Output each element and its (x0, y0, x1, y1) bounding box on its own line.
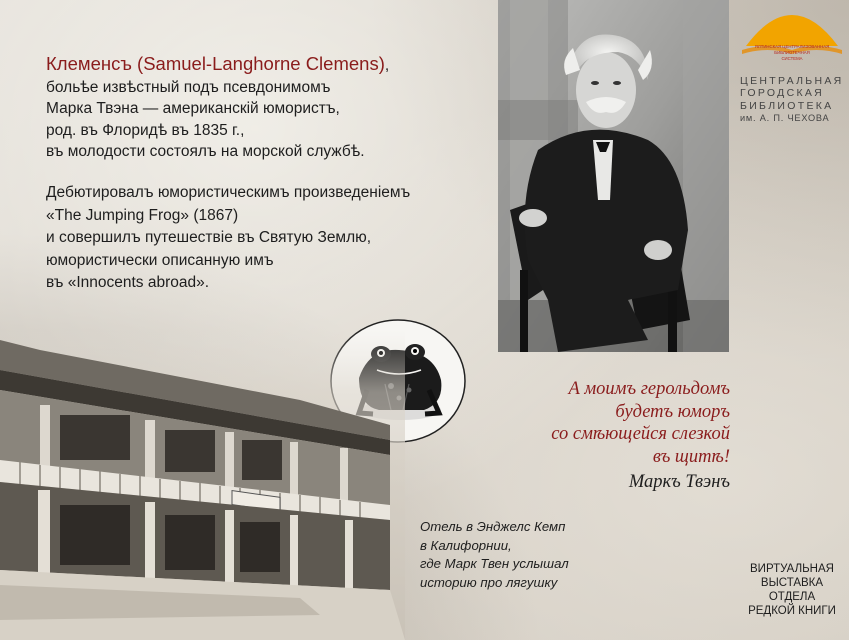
bio-line: и совершилъ путешествіе въ Святую Землю, (46, 229, 372, 246)
library-subtitle: им. А. П. ЧЕХОВА (740, 113, 830, 124)
quote-line: въ щитѣ! (652, 446, 730, 467)
name-comma: , (384, 57, 390, 74)
exhibit-label (740, 562, 844, 618)
logo-text-line: ЯЛТИНСКАЯ ЦЕНТРАЛИЗОВАННАЯ (754, 44, 830, 49)
intro-line: Марка Твэна — американскій юмористъ, (46, 100, 340, 117)
caption-line: в Калифорнии, (420, 537, 512, 553)
library-line: БИБЛИОТЕКА (740, 99, 834, 112)
intro-line: въ молодости состоялъ на морской службѣ. (46, 143, 365, 160)
library-logo (738, 4, 846, 64)
library-name (740, 75, 846, 125)
logo-text-line: БИБЛИОТЕЧНАЯ (774, 50, 810, 55)
portrait-photo (498, 0, 729, 352)
quote (480, 378, 730, 468)
exhibit-line: ОТДЕЛА (768, 591, 816, 603)
biography-paragraph (46, 182, 486, 295)
quote-line: будетъ юморъ (615, 401, 730, 422)
intro-line: больѣе извѣстный подъ псевдонимомъ (46, 78, 331, 96)
caption-line: Отель в Энджелс Кемп (420, 519, 566, 534)
hotel-photo (0, 330, 405, 640)
caption-line: где Марк Твен услышал (420, 556, 569, 571)
intro-paragraph (46, 52, 486, 163)
quote-line: А моимъ герольдомъ (568, 379, 730, 399)
bio-line: «The Jumping Frog» (1867) (46, 206, 239, 224)
exhibit-line: ВЫСТАВКА (760, 577, 824, 589)
bio-line: юмористически описанную имъ (46, 251, 274, 269)
library-line: ЦЕНТРАЛЬНАЯ (740, 75, 844, 87)
quote-author: Маркъ Твэнъ (628, 472, 730, 492)
caption-line: историю про лягушку (420, 574, 558, 590)
bio-line: Дебютировалъ юмористическимъ произведеніемъ (46, 184, 411, 201)
quote-line: со смѣющейся слезкой (551, 424, 730, 444)
subject-name: Клеменсъ (Samuel-Langhorne Clemens) (46, 53, 385, 74)
photo-caption (420, 518, 620, 592)
exhibit-line: ВИРТУАЛЬНАЯ (750, 563, 834, 575)
bio-line: въ «Innocents abroad». (46, 274, 210, 291)
intro-line: род. въ Флоридѣ въ 1835 г., (46, 121, 245, 139)
library-line: ГОРОДСКАЯ (740, 87, 825, 100)
logo-text-line: СИСТЕМА (781, 56, 803, 61)
exhibit-line: РЕДКОЙ КНИГИ (748, 605, 836, 617)
